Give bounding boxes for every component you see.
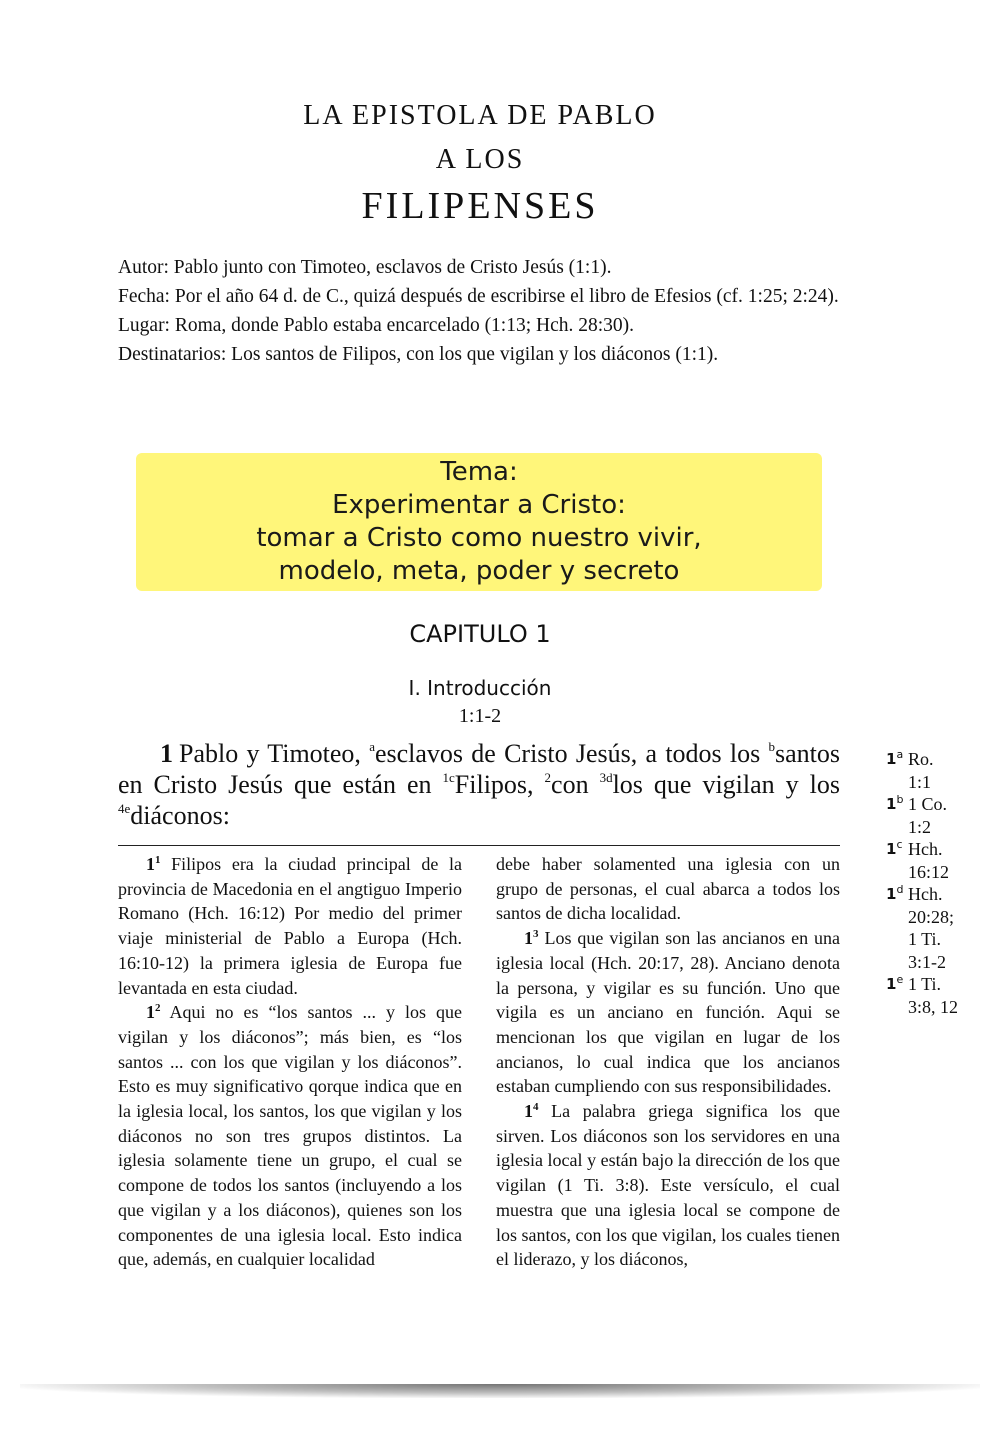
divider-rule — [118, 845, 840, 846]
cross-ref-line: 1:1 — [908, 771, 932, 792]
footnote-marker[interactable]: 1c — [442, 770, 455, 785]
footnote-ref: $1^3$ — [524, 928, 539, 949]
cross-ref-key: 1$^a$ — [886, 748, 904, 768]
footnote-ref: $1^2$ — [146, 1002, 161, 1023]
verse-number: 1 — [160, 739, 173, 768]
footnote-text: debe haber solamented una iglesia con un grupo de personas, el cual abarca a todos los santos de dicha localidad. — [496, 854, 840, 924]
footnotes — [118, 852, 840, 1352]
verse-part: esclavos de Cristo Jesús, a todos los — [374, 739, 769, 768]
cross-references — [886, 748, 996, 1018]
footnote — [496, 852, 840, 926]
cross-ref-item[interactable] — [886, 838, 996, 883]
footnote-marker[interactable]: 2 — [544, 770, 552, 785]
cross-ref-item[interactable] — [886, 883, 996, 973]
footnote-text: Aqui no es “los santos ... y los que vigilan y los diáconos”; más bien, es “los santos ... con los que vigilan y los diáconos”. Esto es muy significativo qorque indica que en la iglesia local, los santos, los que vigilan y los diáconos no son tres grupos distintos. La iglesia solamente tiene un grupo, el cual se compone de todos los santos (incluyendo a los que vigilan y a los diáconos), quienes son los componentes de una iglesia local. Esto indica que, además, en cualquier localidad — [118, 1002, 462, 1270]
verse-part: Pablo y Timoteo, — [179, 739, 370, 768]
section-title: I. Introducción — [408, 676, 552, 700]
title-line-3: FILIPENSES — [361, 185, 599, 227]
meta-date: Fecha: Por el año 64 d. de C., quizá después de escribirse el libro de Efesios (cf. 1:25; 2:24). — [118, 286, 839, 307]
footnote — [496, 1099, 840, 1272]
footnote — [118, 1000, 462, 1272]
chapter-heading: CAPITULO 1 — [409, 620, 551, 648]
theme-label: Tema: — [440, 457, 518, 487]
footnote-ref: $1^4$ — [524, 1101, 539, 1122]
footnote-text: Filipos era la ciudad principal de la provincia de Macedonia en el angtiguo Imperio Romano (Hch. 16:12) Por medio del primer viaje ministerial de Pablo a Europa (Hch. 16:10-12) la primera iglesia de Europa fue levantada en esta ciudad. — [118, 854, 462, 998]
cross-ref-line: 1 Co. — [908, 794, 948, 814]
verse-part: con — [551, 770, 600, 799]
footnote-ref: $1^1$ — [146, 854, 161, 874]
footnote-marker[interactable]: b — [768, 739, 776, 754]
cross-ref-line: 1 Ti. — [908, 929, 942, 949]
footnotes-left-column — [118, 852, 462, 1352]
cross-ref-line: Hch. — [908, 884, 943, 904]
verse-part: santos en Cristo Jesús que están en — [118, 739, 841, 799]
footnote-text: La palabra griega significa los que sirven. Los diáconos son los servidores en una iglesia local y están bajo la dirección de los que vigilan (1 Ti. 3:8). Este versículo, el cual muestra que una iglesia local se compone de los santos, con los que vigilan, los cuales tienen el liderazo, y los diáconos, — [496, 1101, 841, 1270]
footnote-marker[interactable]: 4e — [118, 801, 131, 816]
footnote-ref-sup: 1 — [155, 854, 161, 866]
theme-box — [136, 453, 822, 591]
cross-ref-line: 16:12 — [908, 861, 950, 882]
title-line-2: A LOS — [435, 144, 525, 175]
section-ref: 1:1-2 — [458, 705, 502, 727]
cross-ref-key: 1e — [886, 973, 904, 993]
verse-part: diáconos: — [130, 801, 230, 830]
theme-line-2: tomar a Cristo como nuestro vivir, — [256, 523, 702, 553]
footnote-ref-sup: 3 — [533, 928, 539, 941]
cross-ref-line: 3:8, 12 — [908, 996, 959, 1017]
cross-ref-item[interactable] — [886, 748, 996, 793]
cross-ref-line: Ro. — [908, 749, 934, 769]
meta-place: Lugar: Roma, donde Pablo estaba encarcelado (1:13; Hch. 28:30). — [118, 315, 635, 336]
page-shadow — [20, 1384, 980, 1398]
cross-ref-line: 20:28; — [908, 906, 955, 927]
cross-ref-line: Hch. — [908, 839, 943, 859]
meta-recipients: Destinatarios: Los santos de Filipos, con los que vigilan y los diáconos (1:1). — [118, 344, 719, 365]
cross-ref-item[interactable] — [886, 973, 996, 1018]
footnote-marker[interactable]: 3d — [599, 770, 613, 785]
meta-author: Autor: Pablo junto con Timoteo, esclavos de Cristo Jesús (1:1). — [118, 257, 612, 278]
footnote — [496, 926, 840, 1099]
footnote-marker[interactable]: a — [369, 739, 375, 754]
cross-ref-key: 1$^b$ — [886, 793, 904, 813]
theme-line-3: modelo, meta, poder y secreto — [278, 556, 680, 586]
verse-text — [118, 738, 840, 831]
cross-ref-line: 1 Ti. — [908, 974, 942, 994]
cross-ref-line: 1:2 — [908, 816, 932, 837]
footnotes-right-column — [496, 852, 840, 1352]
cross-ref-line: 3:1-2 — [908, 951, 946, 972]
footnote-text: Los que vigilan son las ancianos en una iglesia local (Hch. 20:17, 28). Anciano denota la persona, y vigilar es su función. Uno que vigila es un anciano en función. Aqui se mencionan los que vigilan en lugar de los ancianos, lo cual indica que los ancianos estaban cumpliendo con sus responsibilidades. — [496, 928, 841, 1097]
cross-ref-key: 1$^d$ — [886, 883, 904, 903]
cross-ref-item[interactable] — [886, 793, 996, 838]
book-title — [0, 100, 960, 228]
cross-ref-key: 1$^c$ — [886, 838, 903, 858]
theme-line-1: Experimentar a Cristo: — [332, 490, 626, 520]
verse-part: Filipos, — [454, 770, 545, 799]
book-metadata — [118, 256, 840, 372]
title-line-1: LA EPISTOLA DE PABLO — [303, 100, 657, 131]
footnote-ref-sup: 4 — [533, 1101, 539, 1114]
footnote — [118, 852, 462, 1000]
footnote-ref-sup: 2 — [155, 1002, 161, 1015]
verse-part: los que vigilan y los — [612, 770, 841, 799]
